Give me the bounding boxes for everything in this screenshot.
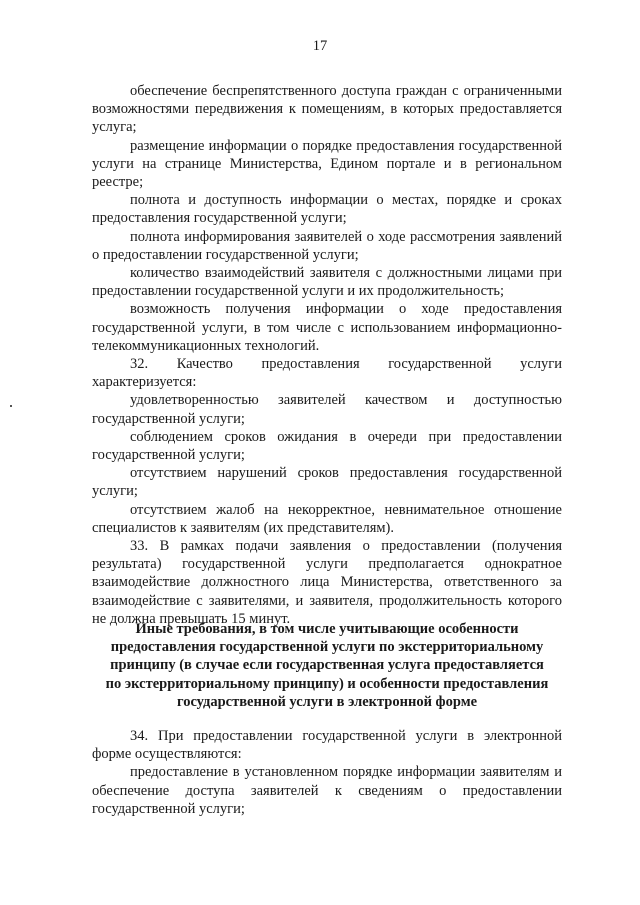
page-number: 17 bbox=[312, 38, 328, 54]
paragraph: 33. В рамках подачи заявления о предоставлении (получения результата) государственной услуги предполагается однократное взаимодействие должностного лица Министерства, ответственного за взаимодействие с заявителями, и заявителя, продолжительность которого не должна превышать 15 минут. bbox=[92, 538, 562, 627]
paragraph: предоставление в установленном порядке информации заявителям и обеспечение доступа заявителей к сведениям о предоставлении государственной услуги; bbox=[92, 764, 562, 817]
heading-line: государственной услуги в электронной форме bbox=[176, 693, 478, 710]
paragraph: обеспечение беспрепятственного доступа граждан с ограниченными возможностями передвижения к помещениям, в которых предоставляется услуга; bbox=[92, 83, 562, 136]
paragraph: возможность получения информации о ходе предоставления государственной услуги, в том числе с использованием информационно-телекоммуникационных технологий. bbox=[92, 301, 562, 354]
paragraph: удовлетворенностью заявителей качеством и доступностью государственной услуги; bbox=[92, 392, 562, 427]
paragraph: отсутствием жалоб на некорректное, невнимательное отношение специалистов к заявителям (их представителям). bbox=[92, 501, 562, 536]
tail-text bbox=[92, 727, 562, 818]
paragraph: отсутствием нарушений сроков предоставления государственной услуги; bbox=[92, 465, 562, 500]
section-heading bbox=[92, 620, 562, 711]
heading-line: принципу (в случае если государственная услуга предоставляется bbox=[110, 657, 544, 674]
paragraph: 32. Качество предоставления государственной услуги характеризуется: bbox=[92, 356, 562, 391]
paragraph: соблюдением сроков ожидания в очереди при предоставлении государственной услуги; bbox=[92, 428, 562, 464]
paragraph: количество взаимодействий заявителя с должностными лицами при предоставлении государственной услуги и их продолжительность; bbox=[92, 265, 562, 300]
paragraph: полнота и доступность информации о местах, порядке и сроках предоставления государственной услуги; bbox=[92, 192, 562, 227]
paragraph: 34. При предоставлении государственной услуги в электронной форме осуществляются: bbox=[92, 728, 562, 763]
paragraph: полнота информирования заявителей о ходе рассмотрения заявлений о предоставлении государственной услуги; bbox=[92, 228, 562, 263]
body-text bbox=[92, 82, 562, 628]
paragraph: размещение информации о порядке предоставления государственной услуги на странице Министерства, Едином портале и в региональном реестре; bbox=[92, 137, 562, 191]
heading-line: Иные требования, в том числе учитывающие особенности bbox=[135, 621, 519, 637]
heading-line: по экстерриториальному принципу) и особенности предоставления bbox=[105, 675, 549, 692]
margin-mark bbox=[10, 405, 12, 407]
heading-line: предоставления государственной услуги по экстерриториальному bbox=[110, 639, 544, 656]
